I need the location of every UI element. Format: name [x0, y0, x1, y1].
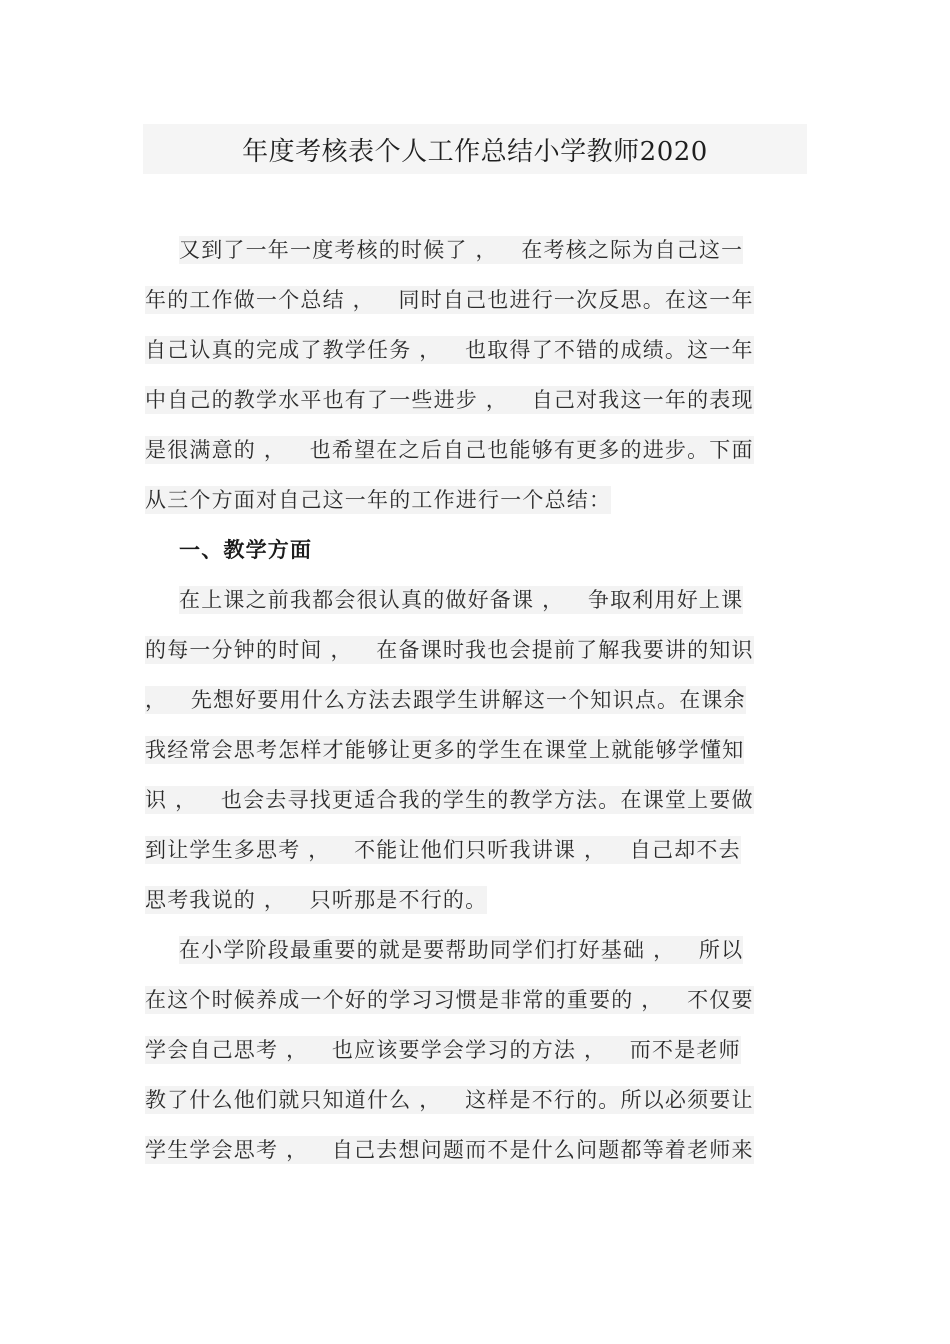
title-bar — [143, 124, 807, 174]
paragraph-line: 学生学会思考 ， 自己去想问题而不是什么问题都等着老师来 — [145, 1138, 754, 1162]
paragraph-line: 思考我说的 ， 只听那是不行的。 — [145, 888, 488, 912]
paragraph-line: ， 先想好要用什么方法去跟学生讲解这一个知识点。在课余 — [145, 688, 746, 712]
paragraph-line: 中自己的教学水平也有了一些进步 ， 自己对我这一年的表现 — [145, 388, 754, 412]
document-body — [145, 225, 805, 1175]
paragraph-line: 在小学阶段最重要的就是要帮助同学们打好基础 ， 所以 — [179, 938, 744, 962]
section-heading: 一、教学方面 — [179, 537, 313, 562]
paragraph-line: 我经常会思考怎样才能够让更多的学生在课堂上就能够学懂知 — [145, 738, 745, 762]
paragraph-line: 自己认真的完成了教学任务 ， 也取得了不错的成绩。这一年 — [145, 338, 754, 362]
paragraph-line: 在这个时候养成一个好的学习习惯是非常的重要的 ， 不仅要 — [145, 988, 754, 1012]
paragraph-line: 是很满意的 ， 也希望在之后自己也能够有更多的进步。下面 — [145, 438, 754, 462]
paragraph-line: 到让学生多思考 ， 不能让他们只听我讲课 ， 自己却不去 — [145, 838, 741, 862]
paragraph-line: 年的工作做一个总结 ， 同时自己也进行一次反思。在这一年 — [145, 288, 754, 312]
paragraph-line: 从三个方面对自己这一年的工作进行一个总结： — [145, 488, 612, 512]
paragraph-line: 教了什么他们就只知道什么 ， 这样是不行的。所以必须要让 — [145, 1088, 754, 1112]
document-title: 年度考核表个人工作总结小学教师2020 — [242, 136, 708, 167]
paragraph-line: 又到了一年一度考核的时候了 ， 在考核之际为自己这一 — [179, 238, 744, 262]
paragraph-line: 识 ， 也会去寻找更适合我的学生的教学方法。在课堂上要做 — [145, 788, 754, 812]
paragraph-line: 的每一分钟的时间 ， 在备课时我也会提前了解我要讲的知识 — [145, 638, 754, 662]
paragraph-line: 在上课之前我都会很认真的做好备课 ， 争取利用好上课 — [179, 588, 744, 612]
paragraph-line: 学会自己思考 ， 也应该要学会学习的方法 ， 而不是老师 — [145, 1038, 741, 1062]
